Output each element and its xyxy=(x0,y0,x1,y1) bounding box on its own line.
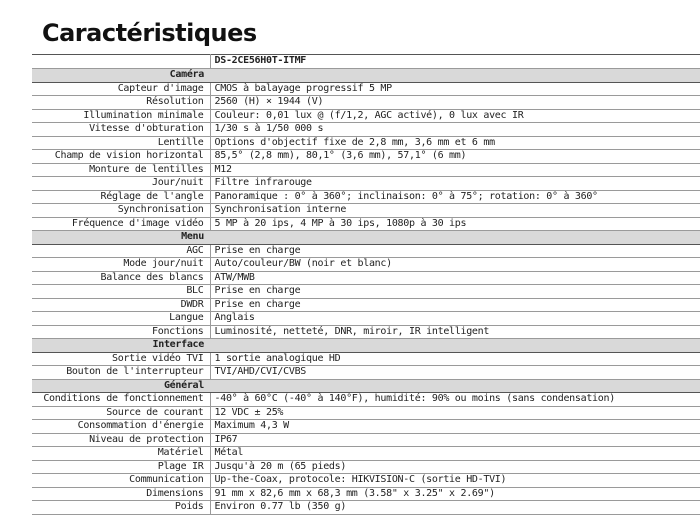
spec-label: Lentille xyxy=(32,136,210,150)
page-title: Caractéristiques xyxy=(42,19,257,47)
spec-value: -40° à 60°C (-40° à 140°F), humidité: 90% ou moins (sans condensation) xyxy=(210,393,700,407)
spec-label: Réglage de l'angle xyxy=(32,190,210,204)
spec-label: Niveau de protection xyxy=(32,433,210,447)
table-row xyxy=(32,298,700,312)
table-row xyxy=(32,474,700,488)
spec-label: AGC xyxy=(32,244,210,258)
section-header xyxy=(32,339,700,353)
spec-label: BLC xyxy=(32,285,210,299)
table-row xyxy=(32,420,700,434)
table-row xyxy=(32,136,700,150)
table-row xyxy=(32,96,700,110)
model-label-cell xyxy=(32,55,210,69)
section-header xyxy=(32,69,700,83)
table-row xyxy=(32,190,700,204)
spec-label: Monture de lentilles xyxy=(32,163,210,177)
table-row xyxy=(32,271,700,285)
spec-label: Source de courant xyxy=(32,406,210,420)
table-row xyxy=(32,177,700,191)
spec-label: Consommation d'énergie xyxy=(32,420,210,434)
spec-label: Capteur d'image xyxy=(32,82,210,96)
spec-label: Dimensions xyxy=(32,487,210,501)
model-number: DS-2CE56H0T-ITMF xyxy=(210,55,700,69)
section-header-fill xyxy=(210,339,700,353)
spec-label: Vitesse d'obturation xyxy=(32,123,210,137)
spec-value: Environ 0.77 lb (350 g) xyxy=(210,501,700,515)
spec-label: Conditions de fonctionnement xyxy=(32,393,210,407)
spec-value: 1 sortie analogique HD xyxy=(210,352,700,366)
spec-label: Poids xyxy=(32,501,210,515)
spec-value: Synchronisation interne xyxy=(210,204,700,218)
spec-value: CMOS à balayage progressif 5 MP xyxy=(210,82,700,96)
table-row xyxy=(32,258,700,272)
section-title: Interface xyxy=(32,339,210,353)
table-row xyxy=(32,501,700,515)
spec-label: Matériel xyxy=(32,447,210,461)
spec-value: Filtre infrarouge xyxy=(210,177,700,191)
section-header-fill xyxy=(210,231,700,245)
table-row xyxy=(32,393,700,407)
spec-value: 85,5° (2,8 mm), 80,1° (3,6 mm), 57,1° (6 mm) xyxy=(210,150,700,164)
spec-table-body xyxy=(32,55,700,515)
spec-label: Bouton de l'interrupteur xyxy=(32,366,210,380)
spec-value: TVI/AHD/CVI/CVBS xyxy=(210,366,700,380)
spec-value: Prise en charge xyxy=(210,298,700,312)
spec-value: 5 MP à 20 ips, 4 MP à 30 ips, 1080p à 30 ips xyxy=(210,217,700,231)
spec-value: Jusqu'à 20 m (65 pieds) xyxy=(210,460,700,474)
table-row xyxy=(32,163,700,177)
table-row xyxy=(32,325,700,339)
spec-value: Up-the-Coax, protocole: HIKVISION-C (sortie HD-TVI) xyxy=(210,474,700,488)
spec-value: Luminosité, netteté, DNR, miroir, IR intelligent xyxy=(210,325,700,339)
table-row xyxy=(32,244,700,258)
spec-label: Jour/nuit xyxy=(32,177,210,191)
spec-label: Résolution xyxy=(32,96,210,110)
spec-value: Anglais xyxy=(210,312,700,326)
section-title: Menu xyxy=(32,231,210,245)
section-title: Caméra xyxy=(32,69,210,83)
spec-label: Balance des blancs xyxy=(32,271,210,285)
spec-value: 1/30 s à 1/50 000 s xyxy=(210,123,700,137)
table-row xyxy=(32,109,700,123)
table-row xyxy=(32,285,700,299)
table-row xyxy=(32,204,700,218)
spec-value: Couleur: 0,01 lux @ (f/1,2, AGC activé), 0 lux avec IR xyxy=(210,109,700,123)
spec-value: 2560 (H) × 1944 (V) xyxy=(210,96,700,110)
section-header-fill xyxy=(210,69,700,83)
table-row xyxy=(32,150,700,164)
spec-value: Auto/couleur/BW (noir et blanc) xyxy=(210,258,700,272)
spec-label: Langue xyxy=(32,312,210,326)
spec-value: Panoramique : 0° à 360°; inclinaison: 0° à 75°; rotation: 0° à 360° xyxy=(210,190,700,204)
spec-label: DWDR xyxy=(32,298,210,312)
spec-value: Prise en charge xyxy=(210,244,700,258)
spec-label: Illumination minimale xyxy=(32,109,210,123)
spec-value: IP67 xyxy=(210,433,700,447)
spec-value: Métal xyxy=(210,447,700,461)
spec-value: Maximum 4,3 W xyxy=(210,420,700,434)
spec-label: Fréquence d'image vidéo xyxy=(32,217,210,231)
spec-label: Communication xyxy=(32,474,210,488)
spec-value: M12 xyxy=(210,163,700,177)
table-row xyxy=(32,460,700,474)
spec-label: Plage IR xyxy=(32,460,210,474)
model-row xyxy=(32,55,700,69)
table-row xyxy=(32,366,700,380)
table-row xyxy=(32,312,700,326)
spec-label: Synchronisation xyxy=(32,204,210,218)
spec-label: Fonctions xyxy=(32,325,210,339)
spec-label: Champ de vision horizontal xyxy=(32,150,210,164)
table-row xyxy=(32,123,700,137)
spec-value: Options d'objectif fixe de 2,8 mm, 3,6 mm et 6 mm xyxy=(210,136,700,150)
spec-value: 12 VDC ± 25% xyxy=(210,406,700,420)
section-header xyxy=(32,231,700,245)
table-row xyxy=(32,447,700,461)
spec-label: Sortie vidéo TVI xyxy=(32,352,210,366)
spec-table xyxy=(32,54,700,515)
table-row xyxy=(32,82,700,96)
spec-value: 91 mm x 82,6 mm x 68,3 mm (3.58" x 3.25" x 2.69") xyxy=(210,487,700,501)
spec-label: Mode jour/nuit xyxy=(32,258,210,272)
table-row xyxy=(32,352,700,366)
table-row xyxy=(32,406,700,420)
spec-value: ATW/MWB xyxy=(210,271,700,285)
section-title: Général xyxy=(32,379,210,393)
spec-value: Prise en charge xyxy=(210,285,700,299)
table-row xyxy=(32,217,700,231)
section-header xyxy=(32,379,700,393)
table-row xyxy=(32,487,700,501)
table-row xyxy=(32,433,700,447)
section-header-fill xyxy=(210,379,700,393)
